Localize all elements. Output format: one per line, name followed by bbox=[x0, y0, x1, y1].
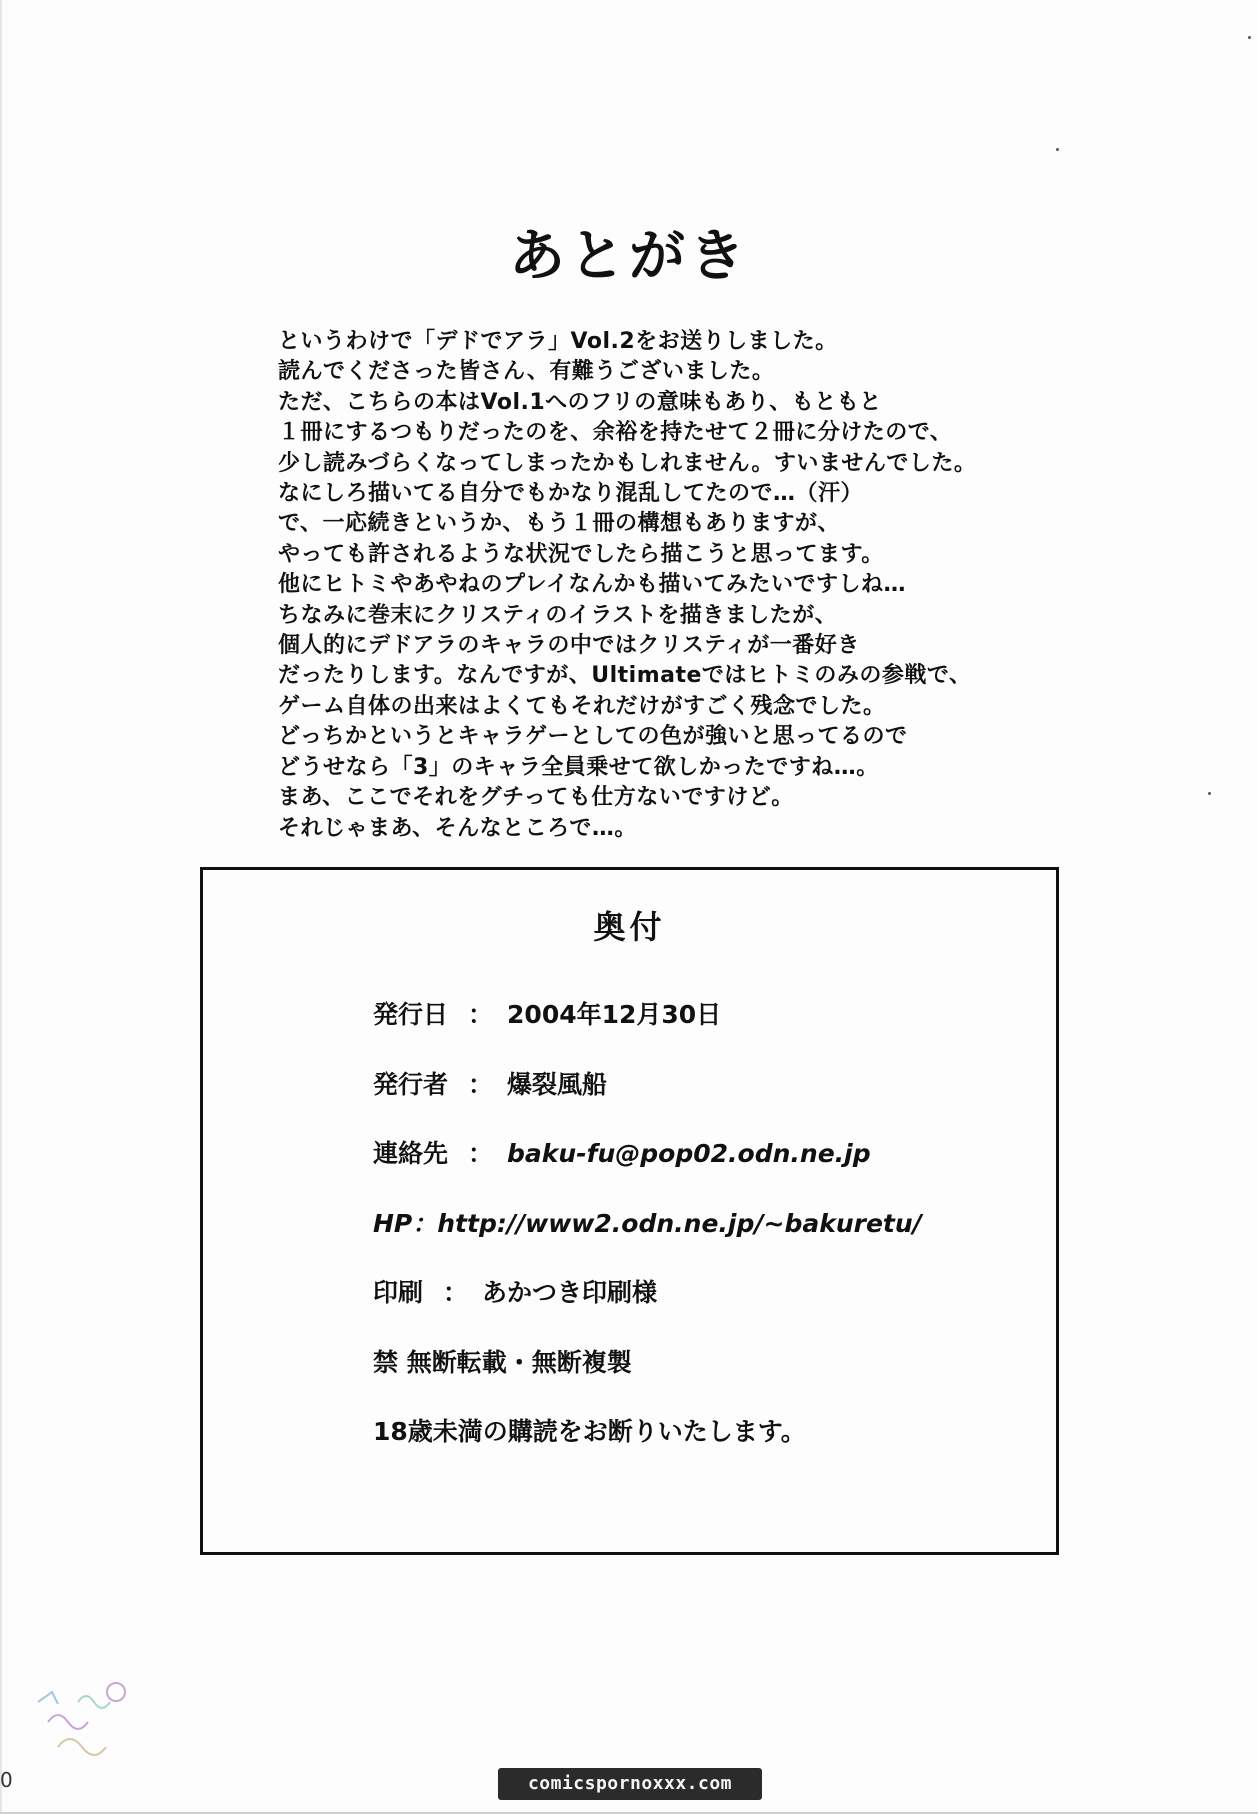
afterword-line: ただ、こちらの本はVol.1へのフリの意味もあり、もともと bbox=[278, 389, 882, 415]
printer-row bbox=[373, 1278, 922, 1348]
afterword-line: それじゃまあ、そんなところで…。 bbox=[278, 815, 637, 841]
scanner-logo-icon bbox=[28, 1662, 158, 1772]
separator: ： bbox=[443, 1278, 469, 1307]
prohibition-row bbox=[373, 1348, 922, 1418]
publish-date-value: 2004年12月30日 bbox=[507, 1000, 722, 1029]
afterword-line: 読んでくださった皆さん、有難うございました。 bbox=[278, 359, 775, 385]
afterword-line: やっても許されるような状況でしたら描こうと思ってます。 bbox=[278, 541, 884, 567]
corner-page-mark: 0 bbox=[0, 1768, 13, 1792]
printer-label: 印刷 bbox=[373, 1278, 424, 1307]
publish-date-row bbox=[373, 1000, 922, 1070]
afterword-line: ちなみに巻末にクリスティのイラストを描きましたが、 bbox=[278, 602, 838, 628]
colophon-box bbox=[200, 867, 1059, 1555]
colophon-rows bbox=[373, 1000, 922, 1487]
prohibition-text: 禁 無断転載・無断複製 bbox=[373, 1347, 632, 1377]
afterword-heading: あとがき bbox=[509, 224, 749, 289]
contact-label: 連絡先 bbox=[373, 1139, 449, 1168]
printer-value: あかつき印刷様 bbox=[482, 1278, 658, 1307]
scan-speck bbox=[1208, 792, 1211, 795]
scan-speck bbox=[1248, 36, 1251, 39]
site-watermark: comicspornoxxx.com bbox=[498, 1768, 762, 1800]
afterword-line: まあ、ここでそれをグチっても仕方ないですけど。 bbox=[278, 785, 794, 811]
publisher-label: 発行者 bbox=[373, 1069, 449, 1099]
colophon-title: 奥付 bbox=[593, 908, 666, 946]
publisher-value: 爆裂風船 bbox=[507, 1069, 608, 1099]
afterword-line: どっちかというとキャラゲーとしての色が強いと思ってるので bbox=[278, 724, 908, 750]
contact-email: baku-fu@pop02.odn.ne.jp bbox=[507, 1139, 871, 1168]
publish-date-label: 発行日 bbox=[373, 1000, 449, 1029]
afterword-line: だったりします。なんですが、Ultimateではヒトミのみの参戦で、 bbox=[278, 663, 972, 689]
afterword-line: というわけで「デドでアラ」Vol.2をお送りしました。 bbox=[278, 329, 838, 354]
age-notice-text: 18歳未満の購読をお断りいたします。 bbox=[373, 1417, 806, 1446]
afterword-line: 個人的にデドアラのキャラの中ではクリスティが一番好き bbox=[278, 633, 860, 659]
afterword-text bbox=[278, 327, 1178, 844]
scan-speck bbox=[1056, 148, 1059, 151]
homepage-row bbox=[373, 1209, 922, 1279]
afterword-line: ゲーム自体の出来はよくてもそれだけがすごく残念でした。 bbox=[278, 693, 886, 719]
contact-row bbox=[373, 1139, 922, 1209]
afterword-line: 他にヒトミやあやねのプレイなんかも描いてみたいですしね… bbox=[278, 572, 907, 598]
separator: ： bbox=[468, 1139, 494, 1168]
afterword-line: なにしろ描いてる自分でもかなり混乱してたので…（汗） bbox=[278, 481, 864, 507]
afterword-line: １冊にするつもりだったのを、余裕を持たせて２冊に分けたので、 bbox=[278, 420, 953, 446]
homepage-url: HP：http://www2.odn.ne.jp/~bakuretu/ bbox=[373, 1208, 922, 1238]
publisher-row bbox=[373, 1070, 922, 1140]
age-notice-row bbox=[373, 1417, 922, 1487]
afterword-line: どうせなら「3」のキャラ全員乗せて欲しかったですね…。 bbox=[278, 754, 879, 780]
separator: ： bbox=[468, 1069, 494, 1099]
afterword-line: 少し読みづらくなってしまったかもしれません。すいませんでした。 bbox=[278, 450, 977, 476]
separator: ： bbox=[468, 1000, 494, 1029]
afterword-line: で、一応続きというか、もう１冊の構想もありますが、 bbox=[278, 511, 841, 537]
